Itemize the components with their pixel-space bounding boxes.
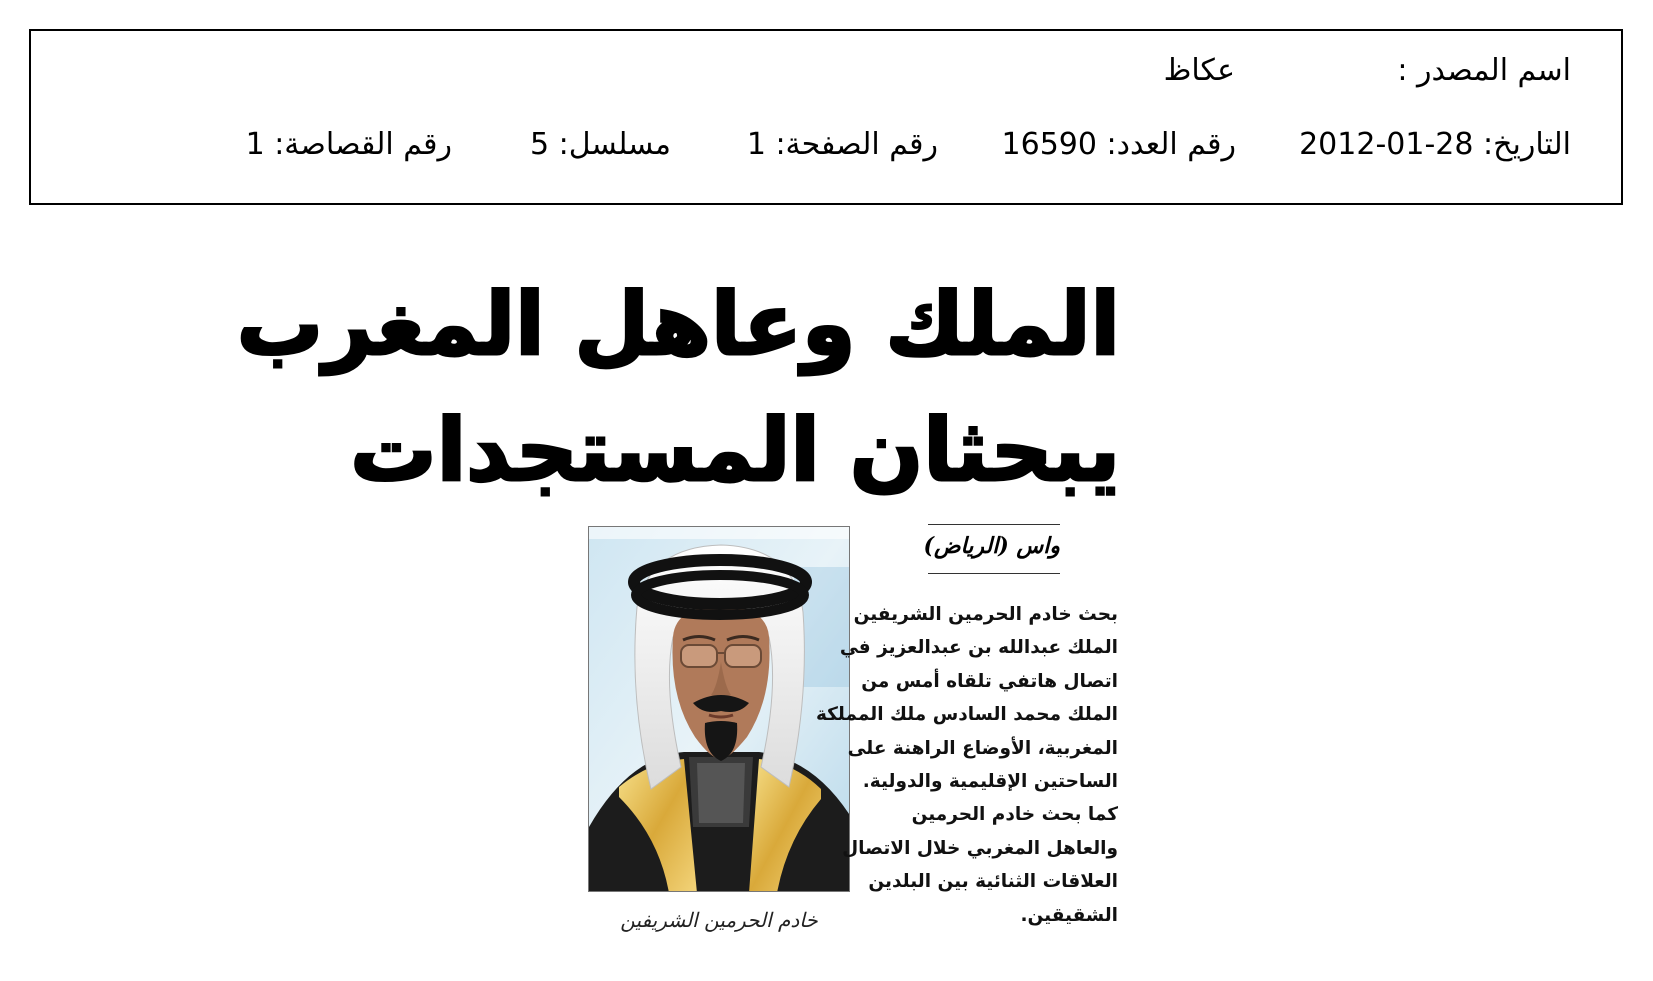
photo-caption: خادم الحرمين الشريفين: [620, 908, 818, 932]
byline-box: [923, 524, 1060, 574]
body-line: الساحتين الإقليمية والدولية.: [862, 770, 1118, 792]
article-photo: [588, 526, 850, 892]
metadata-box: [29, 29, 1623, 205]
headline-line-2: يبحثان المستجدات: [350, 401, 1120, 501]
body-line: المغربية، الأوضاع الراهنة على: [847, 737, 1118, 759]
body-line: العلاقات الثنائية بين البلدين: [868, 871, 1118, 893]
date-field: التاريخ: 28-01-2012: [1299, 127, 1571, 162]
body-line: كما بحث خادم الحرمين: [911, 804, 1118, 826]
body-line: اتصال هاتفي تلقاه أمس من: [861, 670, 1118, 692]
clip-number-field: رقم القصاصة: 1: [245, 127, 452, 162]
source-value: عكاظ: [1163, 53, 1235, 88]
headline-line-1: الملك وعاهل المغرب: [236, 275, 1120, 375]
page-number-field: رقم الصفحة: 1: [746, 127, 938, 162]
source-label: اسم المصدر :: [1397, 53, 1571, 88]
body-line: والعاهل المغربي خلال الاتصال: [842, 837, 1118, 859]
issue-number-field: رقم العدد: 16590: [1001, 127, 1236, 162]
serial-field: مسلسل: 5: [530, 127, 671, 162]
article-body: [815, 598, 1118, 932]
byline: واس (الرياض): [923, 533, 1060, 559]
body-line: الملك محمد السادس ملك المملكة: [815, 704, 1118, 726]
body-line: الشقيقين.: [1020, 904, 1118, 926]
body-line: الملك عبدالله بن عبدالعزيز في: [839, 637, 1118, 659]
body-line: بحث خادم الحرمين الشريفين: [853, 604, 1118, 625]
